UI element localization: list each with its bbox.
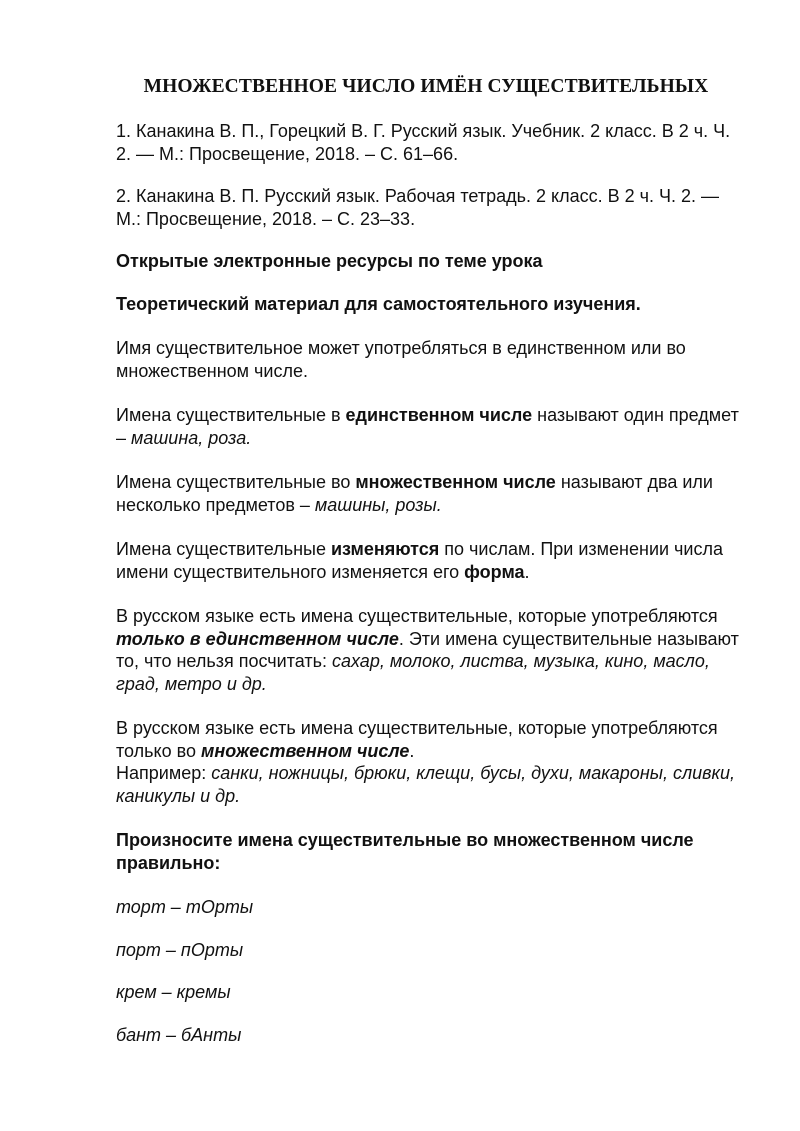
examples-plural-only: санки, ножницы, брюки, клещи, бусы, духи, макароны, сливки, каникулы и др. — [116, 763, 736, 806]
text-segment: . — [409, 740, 415, 761]
heading-resources: Открытые электронные ресурсы по теме урока — [116, 251, 543, 271]
text-segment: Имена существительные во — [116, 472, 356, 492]
document-title: МНОЖЕСТВЕННОЕ ЧИСЛО ИМЁН СУЩЕСТВИТЕЛЬНЫХ — [143, 76, 709, 97]
bold-italic-term-singular-only: только в единственном числе — [116, 628, 399, 649]
heading-theory: Теоретический материал для самостоятельного изучения. — [116, 293, 641, 314]
text-segment: В русском языке есть имена существительные, которые употребляются — [116, 606, 718, 626]
text-segment: В русском языке есть имена существительные, которые употребляются только во — [116, 718, 718, 761]
reference-1: 1. Канакина В. П., Горецкий В. Г. Русский язык. Учебник. 2 класс. В 2 ч. Ч. 2. — М.: Просвещение, 2018. – С. 61–66. — [116, 121, 731, 164]
bold-term-change: изменяются — [330, 539, 440, 559]
text-segment: называют один предмет – — [116, 405, 739, 448]
paragraph-plural — [116, 471, 746, 516]
example-text: крем – кремы — [116, 982, 231, 1002]
example-plural: машины, розы. — [314, 494, 442, 515]
document-page — [116, 76, 746, 1046]
example-item — [116, 981, 746, 1004]
paragraph-number-usage: Имя существительное может употребляться в единственном или во множественном числе. — [116, 338, 686, 381]
heading-pronounce: Произносите имена существительные во множественном числе правильно: — [116, 830, 694, 873]
example-singular: машина, роза. — [131, 427, 252, 448]
example-item — [116, 896, 746, 919]
paragraph-singular — [116, 404, 746, 449]
bold-term-plural: множественном числе — [355, 472, 556, 492]
examples-singular-only: сахар, молоко, листва, музыка, кино, масло, град, метро и др. — [116, 651, 710, 694]
paragraph-singular-only — [116, 605, 746, 695]
bold-italic-term-plural-only: множественном числе — [201, 740, 410, 761]
example-text: торт – тОрты — [116, 897, 254, 917]
text-segment: . Эти имена существительные называют то, что нельзя посчитать: — [116, 628, 739, 671]
example-text: бант – бАнты — [116, 1024, 242, 1045]
example-text: порт – пОрты — [116, 939, 244, 960]
text-segment: Например: — [116, 763, 212, 783]
text-segment: по числам. При изменении числа имени существительного изменяется его — [116, 539, 723, 582]
bold-term-form: форма — [464, 561, 525, 582]
text-segment: . — [524, 561, 530, 582]
text-segment: называют два или несколько предметов – — [116, 472, 713, 515]
paragraph-change-by-number — [116, 538, 746, 583]
paragraph-plural-only — [116, 717, 746, 807]
example-item — [116, 939, 746, 962]
reference-2: 2. Канакина В. П. Русский язык. Рабочая тетрадь. 2 класс. В 2 ч. Ч. 2. — М.: Просвещение, 2018. – С. 23–33. — [116, 186, 719, 229]
text-segment: Имена существительные в — [116, 405, 346, 425]
example-item — [116, 1024, 746, 1047]
text-segment: Имена существительные — [116, 539, 331, 559]
bold-term-singular: единственном числе — [345, 405, 533, 425]
